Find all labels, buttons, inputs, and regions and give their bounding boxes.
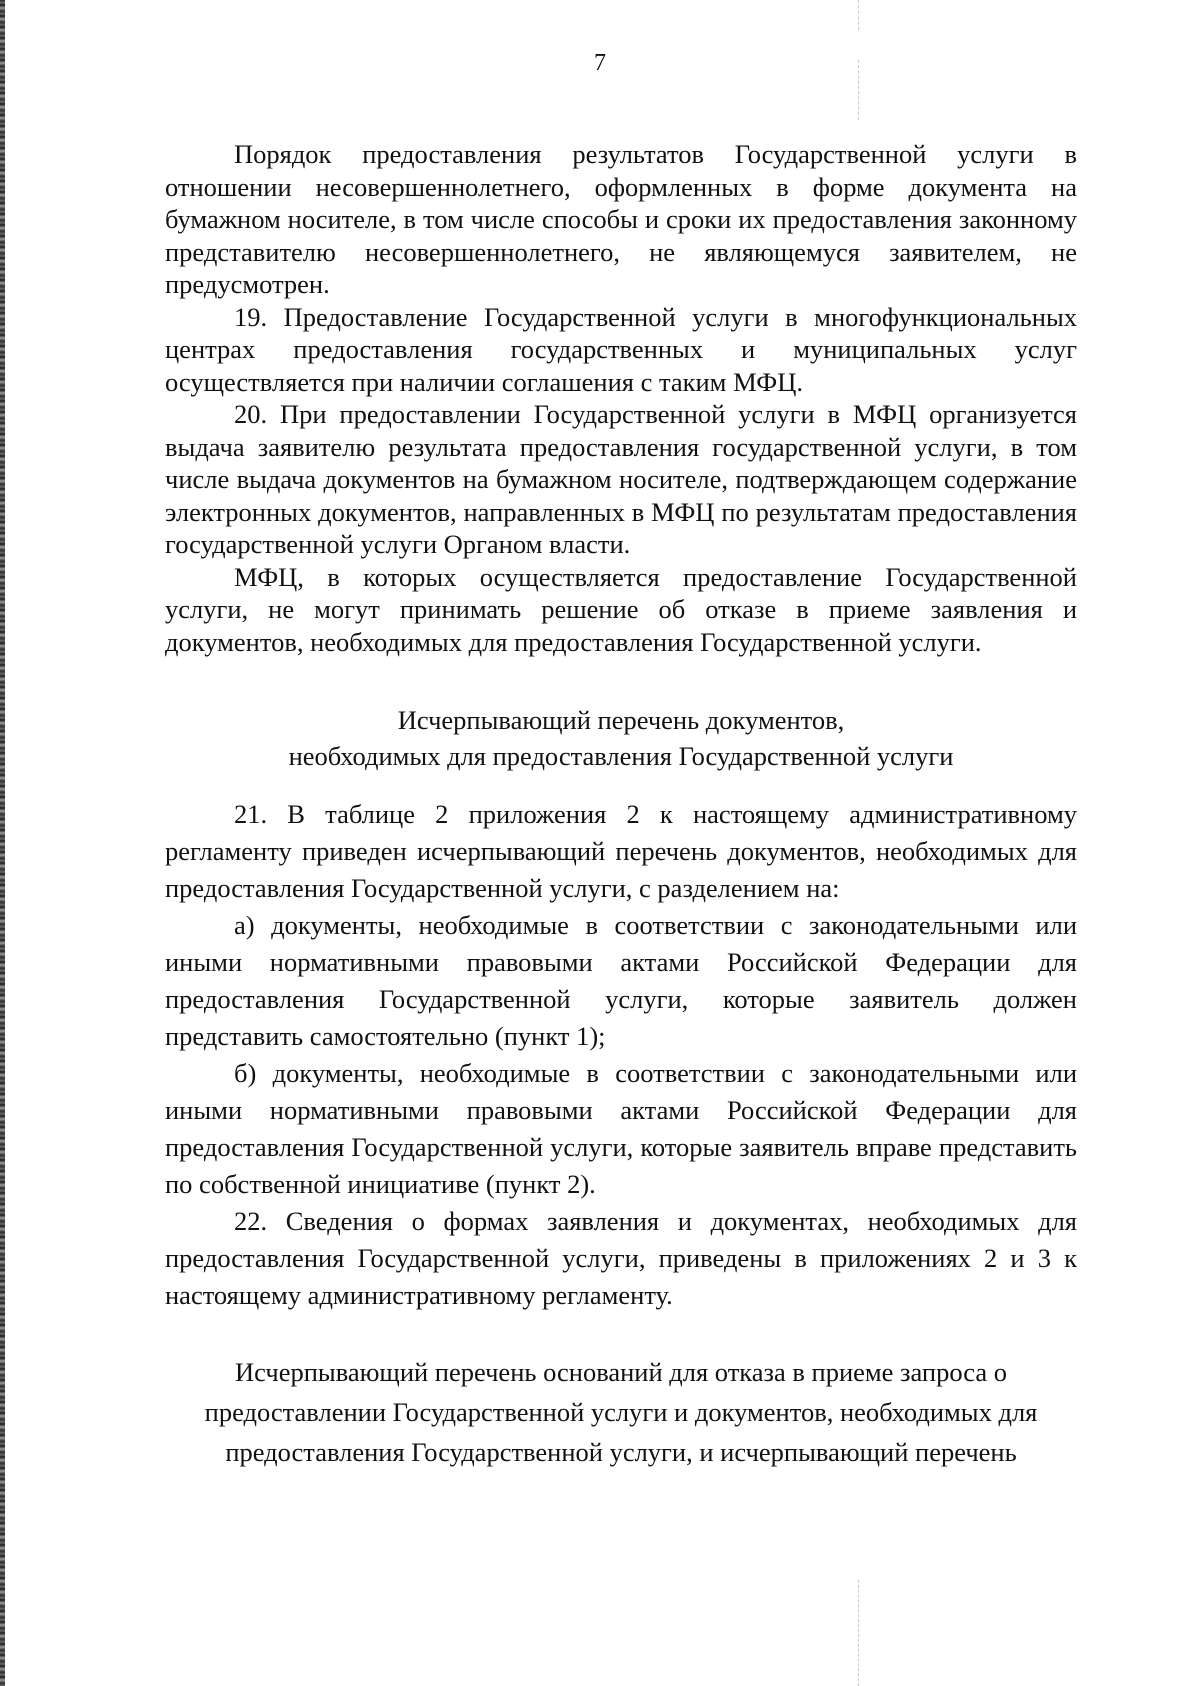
paragraph-21: 21. В таблице 2 приложения 2 к настоящему административному регламенту приведен исчерпывающий перечень документов, необходимых для предоставления Государственной услуги, с разделением на: [165,799,1077,903]
paragraph-21-b: б) документы, необходимые в соответствии с законодательными или иными нормативными правовыми актами Российской Федерации для предоставления Государственной услуги, которые заявитель вправе представить по собственной инициативе (пункт 2). [165,1058,1077,1199]
heading-refusal-grounds [165,1352,1077,1472]
heading-refusal-line-1: Исчерпывающий перечень оснований для отказа в приеме запроса о [235,1357,1007,1387]
heading-documents-line-1: Исчерпывающий перечень документов, [397,705,845,735]
heading-refusal-line-2: предоставлении Государственной услуги и документов, необходимых для [204,1397,1038,1427]
section-documents [165,796,1077,1314]
scan-edge [0,0,5,1686]
page-number: 7 [594,50,606,76]
fold-line-bottom [858,1580,859,1686]
fold-line-upper [858,60,859,120]
paragraph-20: 20. При предоставлении Государственной услуги в МФЦ организуется выдача заявителю результата предоставления государственной услуги, в том числе выдача документов на бумажном носителе, подтверждающем содержание электронных документов, направленных в МФЦ по результатам предоставления государственной услуги Органом власти. [165,399,1077,559]
document-body [165,138,1077,1472]
paragraph-minor-results: Порядок предоставления результатов Государственной услуги в отношении несовершеннолетнего, оформленных в форме документа на бумажном носителе, в том числе способы и сроки их предоставления законному представителю несовершеннолетнего, не являющемуся заявителем, не предусмотрен. [165,139,1077,299]
section-mfc [165,138,1077,658]
paragraph-21-a: а) документы, необходимые в соответствии с законодательными или иными нормативными правовыми актами Российской Федерации для предоставления Государственной услуги, которые заявитель должен представить самостоятельно (пункт 1); [165,910,1077,1051]
paragraph-22: 22. Сведения о формах заявления и документах, необходимых для предоставления Государственной услуги, приведены в приложениях 2 и 3 к настоящему административному регламенту. [165,1206,1077,1310]
heading-documents-list [165,702,1077,774]
heading-refusal-line-3: предоставления Государственной услуги, и исчерпывающий перечень [225,1437,1017,1467]
fold-line-top [858,0,859,30]
paragraph-mfc-refusal: МФЦ, в которых осуществляется предоставление Государственной услуги, не могут принимать решение об отказе в приеме заявления и документов, необходимых для предоставления Государственной услуги. [165,561,1077,657]
paragraph-19: 19. Предоставление Государственной услуги в многофункциональных центрах предоставления государственных и муниципальных услуг осуществляется при наличии соглашения с таким МФЦ. [165,301,1077,397]
heading-documents-line-2: необходимых для предоставления Государственной услуги [288,741,954,771]
